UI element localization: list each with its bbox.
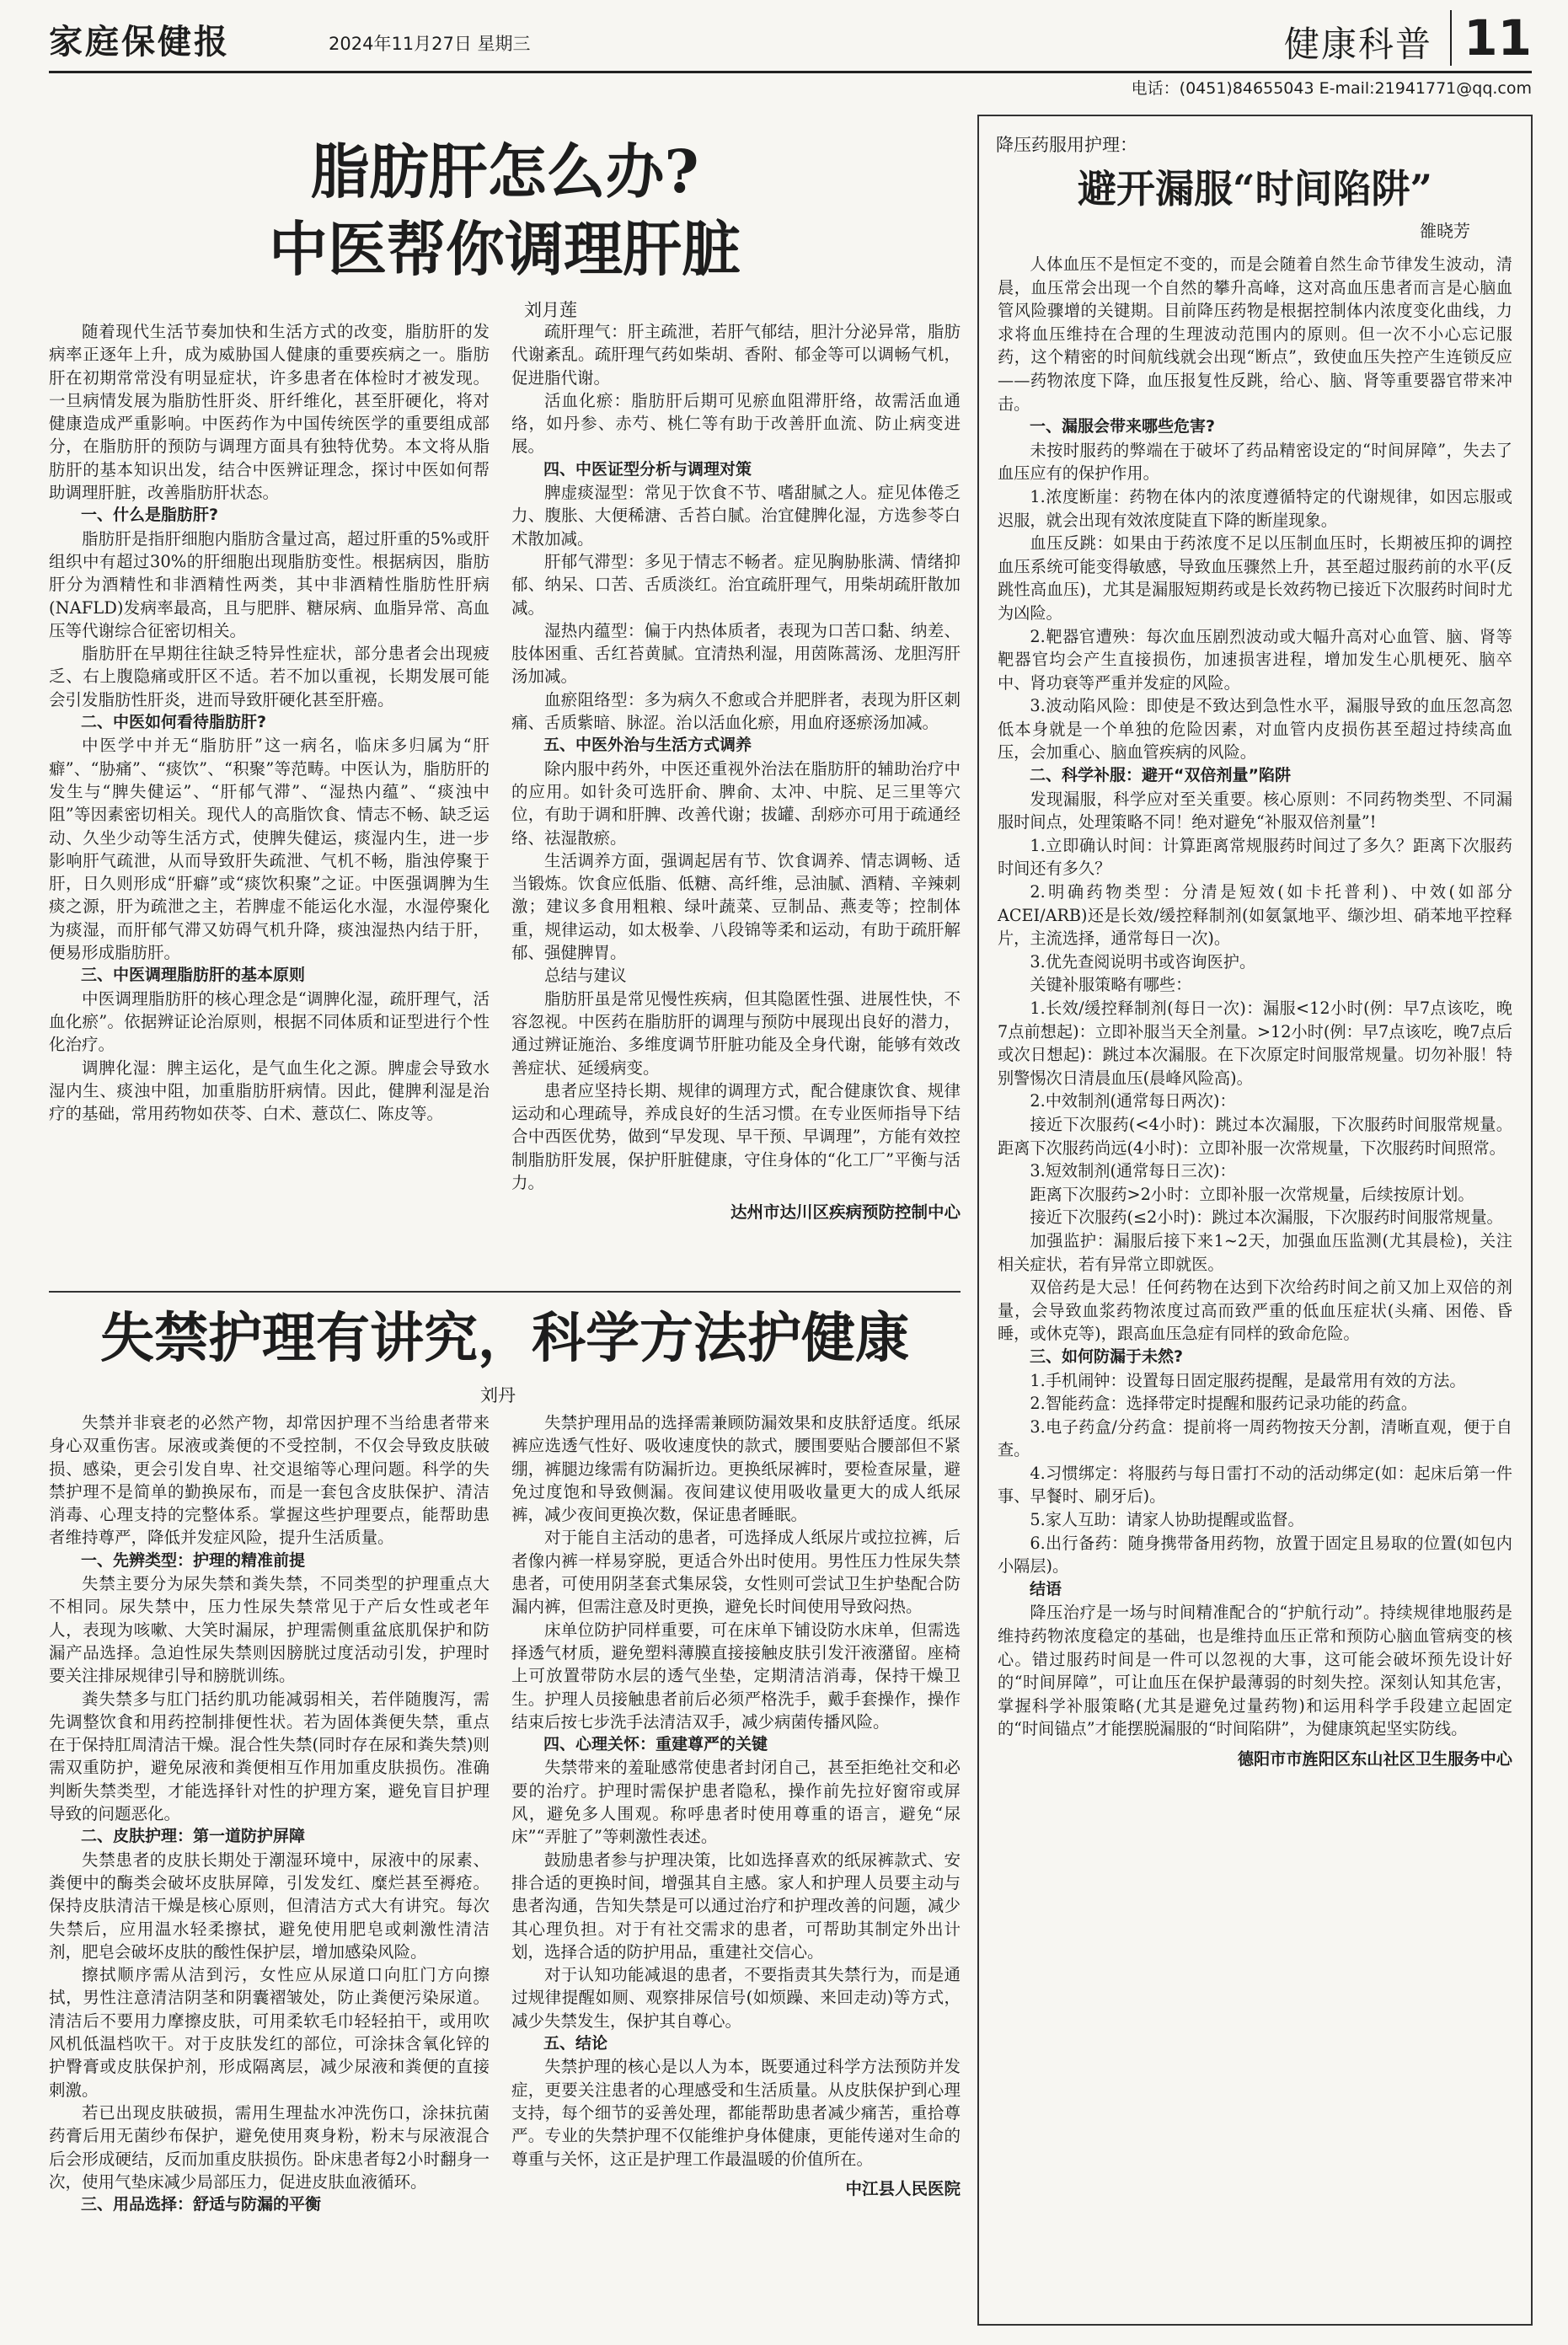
paragraph: 失禁护理用品的选择需兼顾防漏效果和皮肤舒适度。纸尿裤应选透气性好、吸收速度快的款式，腰围要贴合腰部但不紧绷，裤腿边缘需有防漏折边。更换纸尿裤时，要检查尿量，避免过度饱和导致侧漏。夜间建议使用吸收量更大的成人纸尿裤，减少夜间更换次数，保证患者睡眠。 — [511, 1413, 961, 1525]
paragraph: 2.靶器官遭殃：每次血压剧烈波动或大幅升高对心血管、脑、肾等靶器官均会产生直接损伤，加速损害进程，增加发生心肌梗死、脑卒中、肾功衰等严重并发症的风险。 — [998, 626, 1512, 693]
issue-date: 2024年11月27日 星期三 — [329, 34, 531, 54]
section-heading: 二、皮肤护理：第一道防护屏障 — [81, 1827, 306, 1846]
contact-line: 电话：(0451)84655043 E-mail:21941771@qq.com — [1131, 79, 1532, 98]
paragraph: 2.明确药物类型：分清是短效(如卡托普利)、中效(如部分ACEI/ARB)还是长效/缓控释制剂(如氨氯地平、缬沙坦、硝苯地平控释片，主流选择，通常每日一次)。 — [998, 882, 1512, 949]
section-heading: 五、中医外治与生活方式调养 — [543, 736, 752, 755]
section-heading: 二、科学补服：避开“双倍剂量”陷阱 — [1030, 766, 1291, 785]
source-affiliation: 中江县人民医院 — [845, 2178, 961, 2198]
paragraph: 1.长效/缓控释制剂(每日一次)：漏服<12小时(例：早7点该吃，晚7点前想起)：立即补服当天全剂量。>12小时(例：早7点该吃，晚7点后或次日想起)：跳过本次漏服。在下次原定时间服常规量。切勿补服！特别警惕次日清晨血压(晨峰风险高)。 — [998, 998, 1512, 1088]
article3-author: 雒晓芳 — [1420, 221, 1470, 241]
paragraph: 3.短效制剂(通常每日三次)： — [1030, 1161, 1236, 1181]
section-heading: 三、如何防漏于未然? — [1030, 1347, 1184, 1366]
paragraph: 4.习惯绑定：将服药与每日雷打不动的活动绑定(如：起床后第一件事、早餐时、刷牙后)。 — [998, 1463, 1512, 1507]
paragraph: 若已出现皮肤破损，需用生理盐水冲洗伤口，涂抹抗菌药膏后用无菌纱布保护，避免使用爽身粉，粉末与尿液混合后会形成硬结，反而加重皮肤损伤。卧床患者每2小时翻身一次，使用气垫床减少局部压力，促进皮肤血液循环。 — [49, 2102, 490, 2192]
article1-author: 刘月莲 — [524, 300, 577, 320]
paragraph: 接近下次服药(<4小时)：跳过本次漏服，下次服药时间服常规量。距离下次服药尚远(4小时)：立即补服一次常规量，下次服药时间照常。 — [998, 1114, 1512, 1158]
paragraph: 失禁主要分为尿失禁和粪失禁，不同类型的护理重点大不相同。尿失禁中，压力性尿失禁常见于产后女性或老年人，表现为咳嗽、大笑时漏尿，护理需侧重盆底肌保护和防漏产品选择。急迫性尿失禁则因膀胱过度活动引发，护理时要关注排尿规律引导和膀胱训练。 — [49, 1574, 490, 1686]
paragraph: 血瘀阻络型：多为病久不愈或合并肥胖者，表现为肝区刺痛、舌质紫暗、脉涩。治以活血化瘀，用血府逐瘀汤加减。 — [511, 689, 961, 733]
article-divider — [49, 1291, 961, 1293]
paragraph: 人体血压不是恒定不变的，而是会随着自然生命节律发生波动，清晨，血压常会出现一个自然的攀升高峰，这对高血压患者而言是心脑血管风险骤增的关键期。目前降压药物是根据控制体内浓度变化曲线，力求将血压维持在合理的生理波动范围内的原则。但一次不小心忘记服药，这个精密的时间航线就会出现“断点”，致使血压失控产生连锁反应——药物浓度下降，血压报复性反跳，给心、脑、肾等重要器官带来冲击。 — [998, 254, 1512, 414]
paragraph: 血压反跳：如果由于药浓度不足以压制血压时，长期被压抑的调控血压系统可能变得敏感，导致血压骤然上升，甚至超过服药前的水平(反跳性高血压)，尤其是漏服短期药或是长效药物已接近下次服药时间时尤为凶险。 — [998, 533, 1512, 623]
section-heading: 四、心理关怀：重建尊严的关键 — [543, 1735, 768, 1754]
article3-kicker: 降压药服用护理： — [996, 135, 1137, 155]
paragraph: 随着现代生活节奏加快和生活方式的改变，脂肪肝的发病率正逐年上升，成为威胁国人健康的重要疾病之一。脂肪肝在初期常常没有明显症状，许多患者在体检时才被发现。一旦病情发展为脂肪性肝炎、肝纤维化，甚至肝硬化，将对健康造成严重影响。中医药作为中国传统医学的重要组成部分，在脂肪肝的预防与调理方面具有独特优势。本文将从脂肪肝的基本知识出发，结合中医辨证理念，探讨中医如何帮助调理肝脏，改善脂肪肝状态。 — [49, 322, 490, 503]
paragraph: 3.波动陷风险：即使是不致达到急性水平，漏服导致的血压忽高忽低本身就是一个单独的危险因素，对血管内皮损伤甚至超过持续高血压，会加重心、脑血管疾病的风险。 — [998, 696, 1512, 763]
paragraph: 6.出行备药：随身携带备用药物，放置于固定且易取的位置(如包内小隔层)。 — [998, 1533, 1512, 1577]
section-heading: 四、中医证型分析与调理对策 — [543, 459, 752, 479]
paragraph: 鼓励患者参与护理决策，比如选择喜欢的纸尿裤款式、安排合适的更换时间，增强其自主感。家人和护理人员要主动与患者沟通，告知失禁是可以通过治疗和护理改善的问题，减少其心理负担。对于有社交需求的患者，可帮助其制定外出计划，选择合适的防护用品，重建社交信心。 — [511, 1850, 961, 1962]
paragraph: 除内服中药外，中医还重视外治法在脂肪肝的辅助治疗中的应用。如针灸可选肝俞、脾俞、太冲、中脘、足三里等穴位，有助于调和肝脾、改善代谢；拔罐、刮痧亦可用于疏通经络、祛湿散瘀。 — [511, 758, 961, 848]
section-heading: 二、中医如何看待脂肪肝? — [81, 713, 267, 732]
article2-column-2 — [511, 1411, 961, 2200]
paragraph: 中医调理脂肪肝的核心理念是“调脾化湿，疏肝理气，活血化瘀”。依据辨证论治原则，根据不同体质和证型进行个性化治疗。 — [49, 988, 490, 1055]
paragraph: 5.家人互助：请家人协助提醒或监督。 — [1030, 1510, 1304, 1530]
paragraph: 关键补服策略有哪些： — [1030, 975, 1192, 995]
article3-box — [977, 115, 1533, 2326]
paragraph: 总结与建议 — [544, 966, 627, 986]
section-heading: 一、漏服会带来哪些危害? — [1030, 417, 1216, 436]
article1-column-1 — [49, 320, 490, 1125]
paragraph: 肝郁气滞型：多见于情志不畅者。症见胸胁胀满、情绪抑郁、纳呆、口苦、舌质淡红。治宜疏肝理气，用柴胡疏肝散加减。 — [511, 551, 961, 618]
article2-author: 刘丹 — [480, 1385, 516, 1405]
article1-column-2 — [511, 320, 961, 1224]
paragraph: 对于认知功能减退的患者，不要指责其失禁行为，而是通过规律提醒如厕、观察排尿信号(如烦躁、来回走动)等方式，减少失禁发生，保护其自尊心。 — [511, 1965, 961, 2031]
source-affiliation: 德阳市市旌阳区东山社区卫生服务中心 — [1237, 1749, 1512, 1769]
article2-column-1 — [49, 1411, 490, 2216]
masthead-rule — [49, 71, 1532, 73]
article3-body — [998, 253, 1512, 1771]
paragraph: 湿热内蕴型：偏于内热体质者，表现为口苦口黏、纳差、肢体困重、舌红苔黄腻。宜清热利湿，用茵陈蒿汤、龙胆泻肝汤加减。 — [511, 620, 961, 687]
paragraph: 失禁并非衰老的必然产物，却常因护理不当给患者带来身心双重伤害。尿液或粪便的不受控制，不仅会导致皮肤破损、感染，更会引发自卑、社交退缩等心理问题。科学的失禁护理不是简单的勤换尿布，而是一套包含皮肤保护、清洁消毒、心理支持的完整体系。掌握这些护理要点，能帮助患者维持尊严，降低并发症风险，提升生活质量。 — [49, 1413, 490, 1548]
paragraph: 1.立即确认时间：计算距离常规服药时间过了多久？距离下次服药时间还有多久？ — [998, 835, 1512, 879]
article2-title: 失禁护理有讲究，科学方法护健康 — [100, 1307, 909, 1370]
section-heading: 结语 — [1030, 1579, 1062, 1598]
paragraph: 脂肪肝在早期往往缺乏特异性症状，部分患者会出现疲乏、右上腹隐痛或肝区不适。若不加以重视，长期发展可能会引发脂肪性肝炎，进而导致肝硬化甚至肝癌。 — [49, 644, 490, 709]
paragraph: 中医学中并无“脂肪肝”这一病名，临床多归属为“肝癖”、“胁痛”、“痰饮”、“积聚”等范畴。中医认为，脂肪肝的发生与“脾失健运”、“肝郁气滞”、“湿热内蕴”、“痰浊中阻”等因素密切相关。现代人的高脂饮食、情志不畅、缺乏运动、久坐少动等生活方式，使脾失健运，痰湿内生，进一步影响肝气疏泄，从而导致肝失疏泄、气机不畅，脂浊停聚于肝，日久则形成“肝癖”或“痰饮积聚”之证。中医强调脾为生痰之源，肝为疏泄之主，若脾虚不能运化水湿，水湿停聚化为痰湿，而肝郁气滞又妨碍气机升降，痰浊湿热内结于肝，便易形成脂肪肝。 — [49, 736, 490, 963]
paragraph: 未按时服药的弊端在于破坏了药品精密设定的“时间屏障”，失去了血压应有的保护作用。 — [998, 440, 1512, 484]
masthead — [49, 9, 1532, 67]
paragraph: 脂肪肝是指肝细胞内脂肪含量过高，超过肝重的5%或肝组织中有超过30%的肝细胞出现脂肪变性。根据病因，脂肪肝分为酒精性和非酒精性两类，其中非酒精性脂肪性肝病(NAFLD)发病率最高，且与肥胖、糖尿病、血脂异常、高血压等代谢综合征密切相关。 — [49, 528, 490, 640]
paragraph: 接近下次服药(≤2小时)：跳过本次漏服，下次服药时间服常规量。 — [1030, 1207, 1503, 1228]
paragraph: 擦拭顺序需从洁到污，女性应从尿道口向肛门方向擦拭，男性注意清洁阴茎和阴囊褶皱处，防止粪便污染尿道。清洁后不要用力摩擦皮肤，可用柔软毛巾轻轻拍干，或用吹风机低温档吹干。对于皮肤发红的部位，可涂抹含氧化锌的护臀膏或皮肤保护剂，形成隔离层，减少尿液和粪便的直接刺激。 — [49, 1965, 490, 2100]
article3-title: 避开漏服“时间陷阱” — [1078, 166, 1432, 211]
section-heading: 一、什么是脂肪肝? — [81, 506, 219, 525]
article1-title-line2: 中医帮你调理肝脏 — [269, 214, 741, 284]
source-affiliation: 达州市达川区疾病预防控制中心 — [730, 1202, 961, 1223]
paragraph: 2.智能药盒：选择带定时提醒和服药记录功能的药盒。 — [1030, 1394, 1418, 1414]
newspaper-name: 家庭保健报 — [49, 22, 230, 62]
section-heading: 三、用品选择：舒适与防漏的平衡 — [81, 2195, 322, 2214]
page-number: 11 — [1450, 10, 1532, 66]
article1-title-line1: 脂肪肝怎么办? — [310, 137, 699, 206]
paragraph: 生活调养方面，强调起居有节、饮食调养、情志调畅、适当锻炼。饮食应低脂、低糖、高纤维，忌油腻、酒精、辛辣刺激；建议多食用粗粮、绿叶蔬菜、豆制品、燕麦等；控制体重，规律运动，如太极拳、八段锦等柔和运动，有助于疏肝解郁、强健脾胃。 — [511, 850, 961, 963]
paragraph: 双倍药是大忌！任何药物在达到下次给药时间之前又加上双倍的剂量，会导致血浆药物浓度过高而致严重的低血压症状(头痛、困倦、昏睡，或休克等)，跟高血压急症有同样的致命危险。 — [998, 1277, 1512, 1344]
paragraph: 调脾化湿：脾主运化，是气血生化之源。脾虚会导致水湿内生、痰浊中阻，加重脂肪肝病情。因此，健脾利湿是治疗的基础，常用药物如茯苓、白术、薏苡仁、陈皮等。 — [49, 1057, 490, 1124]
paragraph: 1.浓度断崖：药物在体内的浓度遵循特定的代谢规律，如因忘服或迟服，就会出现有效浓度陡直下降的断崖现象。 — [998, 486, 1512, 530]
paragraph: 3.电子药盒/分药盒：提前将一周药物按天分割，清晰直观，便于自查。 — [998, 1416, 1512, 1460]
paragraph: 距离下次服药>2小时：立即补服一次常规量，后续按原计划。 — [1030, 1184, 1474, 1204]
paragraph: 疏肝理气：肝主疏泄，若肝气郁结，胆汁分泌异常，脂肪代谢紊乱。疏肝理气药如柴胡、香附、郁金等可以调畅气机，促进脂代谢。 — [511, 322, 961, 388]
section-heading: 三、中医调理脂肪肝的基本原则 — [81, 966, 306, 985]
paragraph: 床单位防护同样重要，可在床单下铺设防水床单，但需选择透气材质，避免塑料薄膜直接接触皮肤引发汗液潴留。座椅上可放置带防水层的透气坐垫，定期清洁消毒，保持干燥卫生。护理人员接触患者前后必须严格洗手，戴手套操作，操作结束后按七步洗手法清洁双手，减少病菌传播风险。 — [511, 1620, 961, 1732]
paragraph: 失禁护理的核心是以人为本，既要通过科学方法预防并发症，更要关注患者的心理感受和生活质量。从皮肤保护到心理支持，每个细节的妥善处理，都能帮助患者减少痛苦，重拾尊严。专业的失禁护理不仅能维护身体健康，更能传递对生命的尊重与关怀，这正是护理工作最温暖的价值所在。 — [511, 2057, 961, 2169]
paragraph: 脾虚痰湿型：常见于饮食不节、嗜甜腻之人。症见体倦乏力、腹胀、大便稀溏、舌苔白腻。治宜健脾化湿，方选参苓白术散加减。 — [511, 483, 961, 549]
section-heading: 五、结论 — [543, 2034, 608, 2053]
paragraph: 降压治疗是一场与时间精准配合的“护航行动”。持续规律地服药是维持药物浓度稳定的基础，也是维持血压正常和预防心脑血管病变的核心。错过服药时间是一件可以忽视的大事，这可能会破坏预先设计好的“时间屏障”，可让血压在保护最薄弱的时刻失控。深刻认知其危害，掌握科学补服策略(尤其是避免过量药物)和运用科学手段建立起固定的“时间锚点”才能摆脱漏服的“时间陷阱”，为健康筑起坚实防线。 — [998, 1603, 1512, 1739]
paragraph: 活血化瘀：脂肪肝后期可见瘀血阻滞肝络，故需活血通络，如丹参、赤芍、桃仁等有助于改善肝血流、防止病变进展。 — [511, 390, 961, 457]
paragraph: 粪失禁多与肛门括约肌功能减弱相关，若伴随腹泻，需先调整饮食和用药控制排便性状。若为固体粪便失禁，重点在于保持肛周清洁干燥。混合性失禁(同时存在尿和粪失禁)则需双重防护，避免尿液和粪便相互作用加重皮肤损伤。准确判断失禁类型，才能选择针对性的护理方案，避免盲目护理导致的问题恶化。 — [49, 1689, 490, 1824]
paragraph: 发现漏服，科学应对至关重要。核心原则：不同药物类型、不同漏服时间点，处理策略不同！绝对避免“补服双倍剂量”! — [998, 789, 1512, 833]
section-name: 健康科普 — [1283, 24, 1432, 65]
paragraph: 加强监护：漏服后接下来1~2天，加强血压监测(尤其晨检)，关注相关症状，若有异常立即就医。 — [998, 1230, 1512, 1274]
paragraph: 2.中效制剂(通常每日两次)： — [1030, 1091, 1236, 1111]
section-heading: 一、先辨类型：护理的精准前提 — [81, 1550, 306, 1570]
paragraph: 失禁带来的羞耻感常使患者封闭自己，甚至拒绝社交和必要的治疗。护理时需保护患者隐私，操作前先拉好窗帘或屏风，避免多人围观。称呼患者时使用尊重的语言，避免“尿床”“弄脏了”等刺激性表述。 — [511, 1758, 961, 1847]
paragraph: 脂肪肝虽是常见慢性疾病，但其隐匿性强、进展性快，不容忽视。中医药在脂肪肝的调理与预防中展现出良好的潜力，通过辨证施治、多维度调节肝脏功能及全身代谢，能够有效改善症状、延缓病变。 — [511, 988, 961, 1078]
paragraph: 3.优先查阅说明书或咨询医护。 — [1030, 951, 1256, 972]
paragraph: 失禁患者的皮肤长期处于潮湿环境中，尿液中的尿素、粪便中的酶类会破坏皮肤屏障，引发发红、糜烂甚至褥疮。保持皮肤清洁干燥是核心原则，但清洁方式大有讲究。每次失禁后，应用温水轻柔擦拭，避免使用肥皂或刺激性清洁剂，肥皂会破坏皮肤的酸性保护层，增加感染风险。 — [49, 1850, 490, 1962]
paragraph: 1.手机闹钟：设置每日固定服药提醒，是最常用有效的方法。 — [1030, 1370, 1466, 1390]
paragraph: 对于能自主活动的患者，可选择成人纸尿片或拉拉裤，后者像内裤一样易穿脱，更适合外出时使用。男性压力性尿失禁患者，可使用阴茎套式集尿袋，女性则可尝试卫生护垫配合防漏内裤，但需注意及时更换，避免长时间使用导致闷热。 — [511, 1528, 961, 1617]
paragraph: 患者应坚持长期、规律的调理方式，配合健康饮食、规律运动和心理疏导，养成良好的生活习惯。在专业医师指导下结合中西医优势，做到“早发现、早干预、早调理”，方能有效控制脂肪肝发展，保护肝脏健康，守住身体的“化工厂”平衡与活力。 — [511, 1080, 961, 1192]
